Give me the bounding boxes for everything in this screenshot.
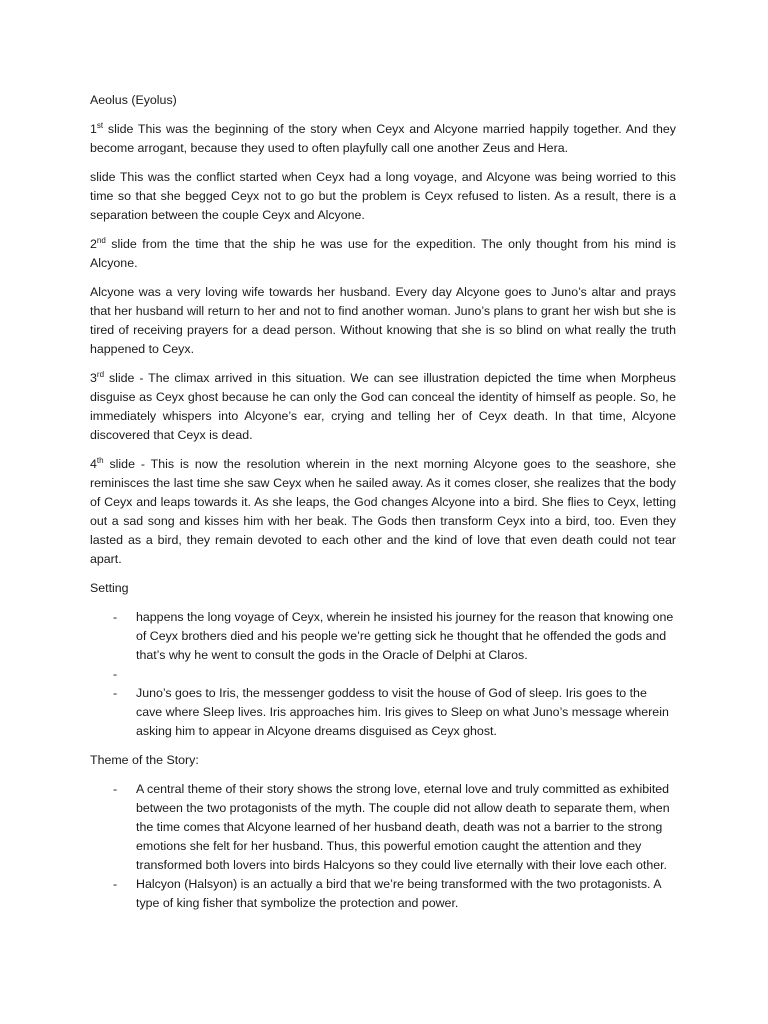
theme-heading: Theme of the Story: <box>90 753 199 767</box>
paragraph-slide-2 <box>90 235 676 273</box>
slide-number: 2 <box>90 237 97 251</box>
bullet-dash: - <box>113 610 118 624</box>
list-item <box>90 665 676 684</box>
bullet-dash: - <box>113 782 118 796</box>
list-item <box>90 875 676 913</box>
slide-number: 1 <box>90 122 97 136</box>
list-item <box>90 608 676 665</box>
list-item-text: happens the long voyage of Ceyx, wherein he insisted his journey for the reason that knowing one of Ceyx brothers died and his people we’re getting sick he thought that he offended the gods and that’s why he went to consult the gods in the Oracle of Delphi at Claros. <box>136 610 674 662</box>
list-item-text: A central theme of their story shows the strong love, eternal love and truly committed as exhibited between the two protagonists of the myth. The couple did not allow death to separate them, when the time comes that Alcyone learned of her husband death, death was not a barrier to the strong emotions she felt for her husband. Thus, this powerful emotion caught the attention and they transformed both lovers into birds Halcyons so they could live eternally with their love each other. <box>136 782 670 872</box>
list-item <box>90 780 676 875</box>
document-page <box>90 91 676 923</box>
ordinal-suffix: nd <box>96 235 106 245</box>
setting-list <box>90 608 676 741</box>
paragraph-alcyone: Alcyone was a very loving wife towards her husband. Every day Alcyone goes to Juno’s altar and prays that her husband will return to her and not to find another woman. Juno’s plans to grant her wish but she is tired of receiving prayers for a dead person. Without knowing that she is so blind on what really the truth happened to Ceyx. <box>90 285 676 356</box>
list-item <box>90 684 676 741</box>
document-title: Aeolus (Eyolus) <box>90 93 177 107</box>
paragraph-text: slide from the time that the ship he was use for the expedition. The only thought from his mind is Alcyone. <box>90 237 676 270</box>
paragraph-text: slide - The climax arrived in this situation. We can see illustration depicted the time when Morpheus disguise as Ceyx ghost because he can only the God can conceal the identity of himself as people. So, he immediately whispers into Alcyone’s ear, crying and telling her of Ceyx death. In that time, Alcyone discovered that Ceyx is dead. <box>90 371 676 442</box>
bullet-dash: - <box>113 667 118 681</box>
list-item-text: Juno’s goes to Iris, the messenger goddess to visit the house of God of sleep. Iris goes to the cave where Sleep lives. Iris approaches him. Iris gives to Sleep on what Juno’s message wherein asking him to appear in Alcyone dreams disguised as Ceyx ghost. <box>136 686 669 738</box>
slide-number: 3 <box>90 371 97 385</box>
paragraph-text: slide - This is now the resolution wherein in the next morning Alcyone goes to the seashore, she reminisces the last time she saw Ceyx when he sailed away. As it comes closer, she realizes that the body of Ceyx and leaps towards it. As she leaps, the God changes Alcyone into a bird. She flies to Ceyx, letting out a sad song and kisses him with her beak. The Gods then transform Ceyx into a bird, too. Even they lasted as a bird, they remain devoted to each other and the kind of love that even death could not tear apart. <box>90 457 676 566</box>
bullet-dash: - <box>113 877 118 891</box>
ordinal-suffix: st <box>96 120 104 130</box>
paragraph-conflict: slide This was the conflict started when Ceyx had a long voyage, and Alcyone was being worried to this time so that she begged Ceyx not to go but the problem is Ceyx refused to listen. As a result, there is a separation between the couple Ceyx and Alcyone. <box>90 170 676 222</box>
paragraph-slide-4 <box>90 455 676 569</box>
list-item-text: Halcyon (Halsyon) is an actually a bird that we’re being transformed with the two protagonists. A type of king fisher that symbolize the protection and power. <box>136 877 661 910</box>
paragraph-slide-1 <box>90 120 676 158</box>
theme-list <box>90 780 676 913</box>
ordinal-suffix: rd <box>96 369 105 379</box>
setting-heading: Setting <box>90 581 129 595</box>
paragraph-text: slide This was the beginning of the story when Ceyx and Alcyone married happily together. And they become arrogant, because they used to often playfully call one another Zeus and Hera. <box>90 122 676 155</box>
paragraph-slide-3 <box>90 369 676 445</box>
slide-number: 4 <box>90 457 97 471</box>
bullet-dash: - <box>113 686 118 700</box>
ordinal-suffix: th <box>96 455 104 465</box>
